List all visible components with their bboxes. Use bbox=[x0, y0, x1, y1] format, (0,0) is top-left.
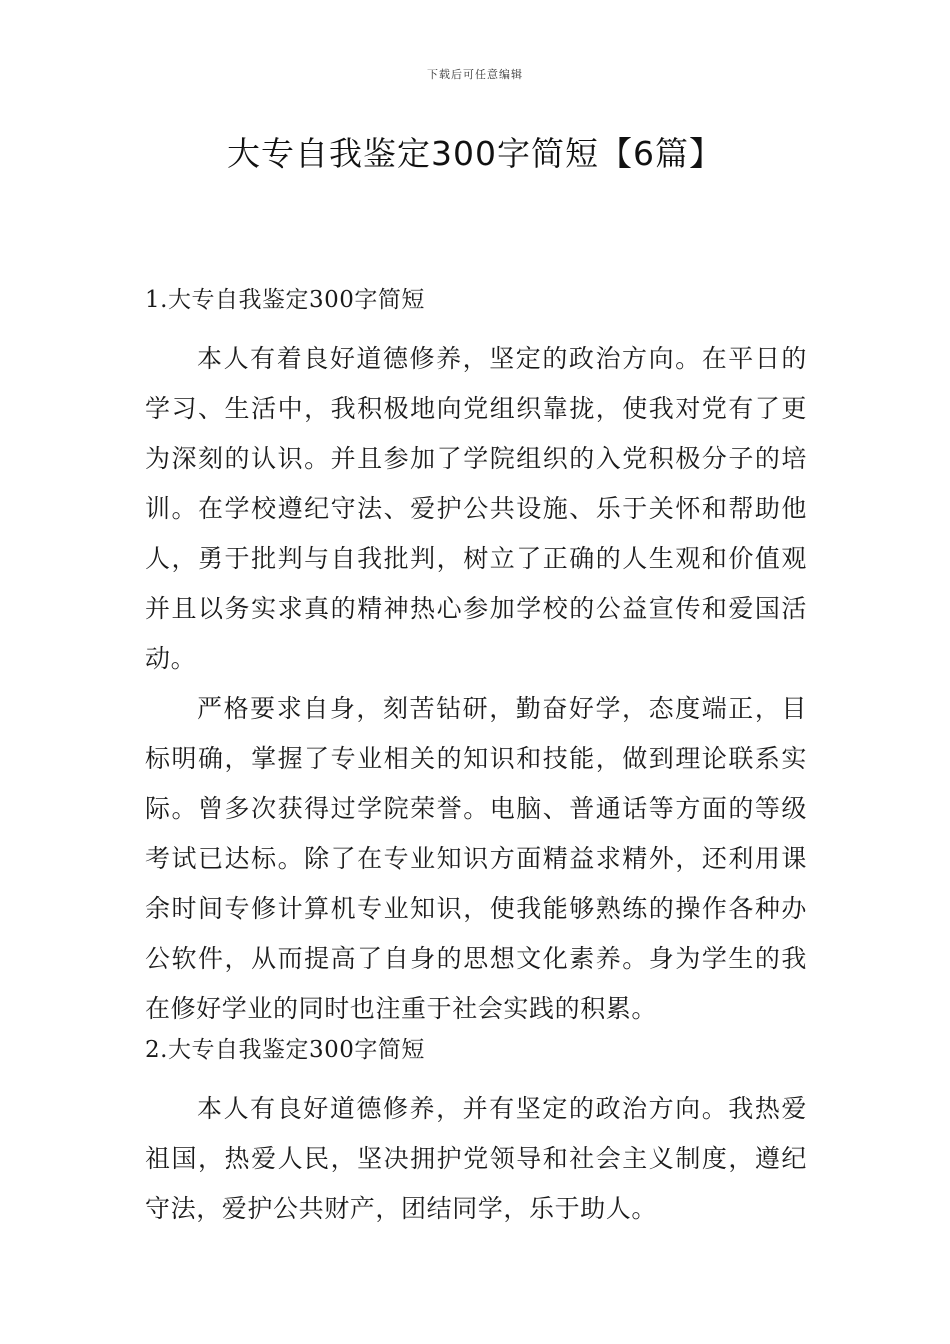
section-heading: 1.大专自我鉴定300字简短 bbox=[145, 287, 425, 313]
header-note: 下载后可任意编辑 bbox=[427, 68, 523, 81]
paragraph: 本人有着良好道德修养，坚定的政治方向。在平日的学习、生活中，我积极地向党组织靠拢，使我对党有了更为深刻的认识。并且参加了学院组织的入党积极分子的培训。在学校遵纪守法、爱护公共设施、乐于关怀和帮助他人，勇于批判与自我批判，树立了正确的人生观和价值观并且以务实求真的精神热心参加学校的公益宣传和爱国活动。 bbox=[145, 344, 807, 673]
section-2 bbox=[145, 1034, 807, 1234]
paragraph: 严格要求自身，刻苦钻研，勤奋好学，态度端正，目标明确，掌握了专业相关的知识和技能，做到理论联系实际。曾多次获得过学院荣誉。电脑、普通话等方面的等级考试已达标。除了在专业知识方面精益求精外，还利用课余时间专修计算机专业知识，使我能够熟练的操作各种办公软件，从而提高了自身的思想文化素养。身为学生的我在修好学业的同时也注重于社会实践的积累。 bbox=[145, 694, 807, 1023]
document-body bbox=[145, 284, 807, 1234]
section-heading: 2.大专自我鉴定300字简短 bbox=[145, 1037, 425, 1063]
section-1 bbox=[145, 284, 807, 1034]
document-title: 大专自我鉴定300字简短【6篇】 bbox=[227, 134, 723, 173]
paragraph: 本人有良好道德修养，并有坚定的政治方向。我热爱祖国，热爱人民，坚决拥护党领导和社会主义制度，遵纪守法，爱护公共财产，团结同学，乐于助人。 bbox=[145, 1094, 807, 1223]
